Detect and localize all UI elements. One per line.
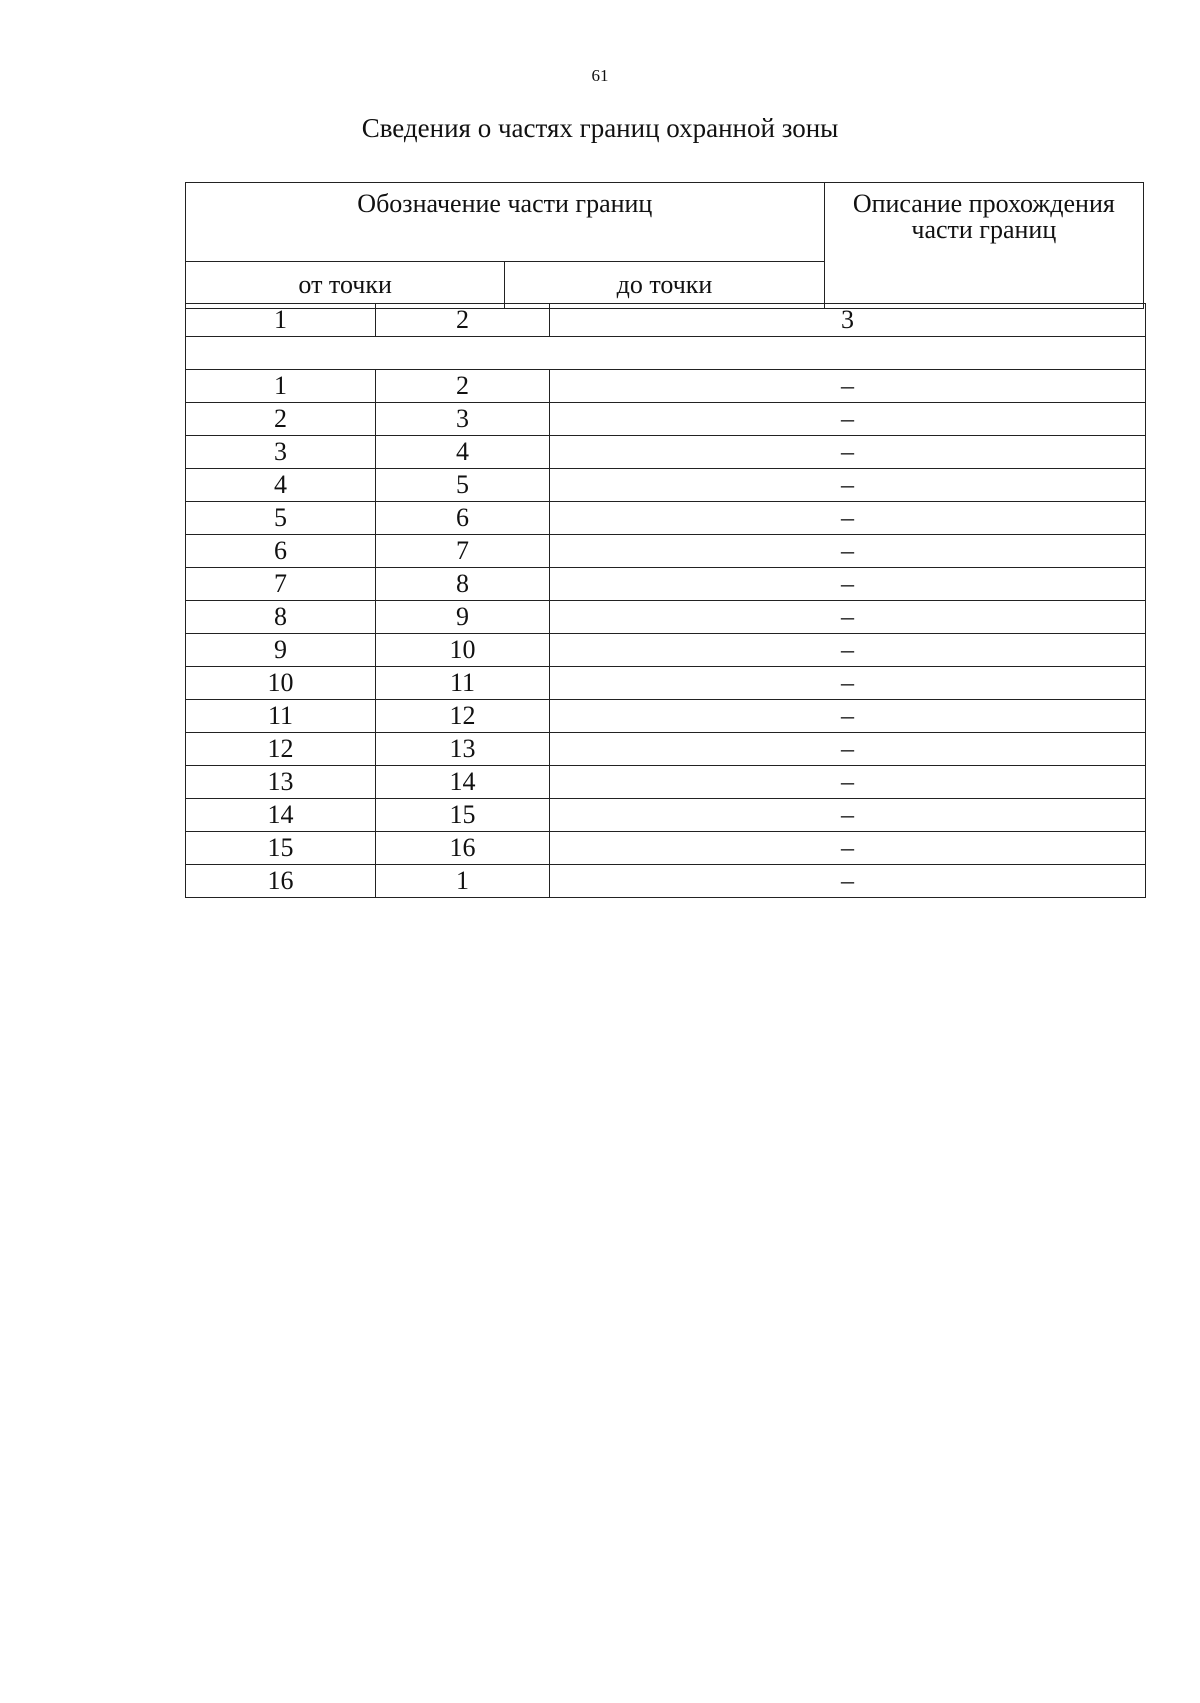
cell-description: – xyxy=(550,469,1146,502)
table-row xyxy=(186,865,1146,898)
table-row xyxy=(186,700,1146,733)
cell-to-point: 15 xyxy=(376,799,550,832)
cell-to-point: 7 xyxy=(376,535,550,568)
cell-from-point: 7 xyxy=(186,568,376,601)
cell-description: – xyxy=(550,832,1146,865)
cell-to-point: 6 xyxy=(376,502,550,535)
cell-description: – xyxy=(550,370,1146,403)
cell-description: – xyxy=(550,766,1146,799)
cell-from-point: 11 xyxy=(186,700,376,733)
cell-to-point: 13 xyxy=(376,733,550,766)
cell-to-point: 16 xyxy=(376,832,550,865)
column-number-2: 2 xyxy=(376,304,550,337)
cell-to-point: 3 xyxy=(376,403,550,436)
header-description: Описание прохождения части границ xyxy=(824,183,1143,309)
column-number-3: 3 xyxy=(550,304,1146,337)
cell-from-point: 10 xyxy=(186,667,376,700)
table-row xyxy=(186,436,1146,469)
table-row xyxy=(186,799,1146,832)
cell-description: – xyxy=(550,865,1146,898)
cell-from-point: 14 xyxy=(186,799,376,832)
header-to-point: до точки xyxy=(505,262,824,309)
cell-to-point: 14 xyxy=(376,766,550,799)
table-row xyxy=(186,502,1146,535)
table-row xyxy=(186,535,1146,568)
table-row xyxy=(186,370,1146,403)
cell-from-point: 4 xyxy=(186,469,376,502)
table-header xyxy=(185,182,1144,309)
page-number: 61 xyxy=(591,66,609,85)
header-designation: Обозначение части границ xyxy=(186,183,825,262)
cell-to-point: 12 xyxy=(376,700,550,733)
cell-from-point: 3 xyxy=(186,436,376,469)
column-number-row xyxy=(186,304,1146,337)
header-from-point: от точки xyxy=(186,262,505,309)
boundary-table xyxy=(185,303,1146,898)
table-row xyxy=(186,403,1146,436)
cell-to-point: 5 xyxy=(376,469,550,502)
table-row xyxy=(186,469,1146,502)
table-row xyxy=(186,733,1146,766)
table-row xyxy=(186,667,1146,700)
cell-from-point: 15 xyxy=(186,832,376,865)
cell-to-point: 2 xyxy=(376,370,550,403)
cell-to-point: 9 xyxy=(376,601,550,634)
table-row xyxy=(186,634,1146,667)
cell-description: – xyxy=(550,799,1146,832)
section-label xyxy=(186,337,1146,370)
cell-description: – xyxy=(550,601,1146,634)
cell-from-point: 9 xyxy=(186,634,376,667)
cell-from-point: 5 xyxy=(186,502,376,535)
cell-to-point: 10 xyxy=(376,634,550,667)
cell-description: – xyxy=(550,568,1146,601)
cell-from-point: 12 xyxy=(186,733,376,766)
cell-description: – xyxy=(550,700,1146,733)
cell-description: – xyxy=(550,634,1146,667)
table-row xyxy=(186,568,1146,601)
document-title: Сведения о частях границ охранной зоны xyxy=(361,113,839,143)
cell-to-point: 4 xyxy=(376,436,550,469)
section-row xyxy=(186,337,1146,370)
cell-from-point: 6 xyxy=(186,535,376,568)
cell-to-point: 8 xyxy=(376,568,550,601)
cell-description: – xyxy=(550,535,1146,568)
table-row xyxy=(186,832,1146,865)
cell-from-point: 2 xyxy=(186,403,376,436)
cell-description: – xyxy=(550,733,1146,766)
cell-description: – xyxy=(550,436,1146,469)
cell-to-point: 11 xyxy=(376,667,550,700)
table-row xyxy=(186,766,1146,799)
cell-from-point: 13 xyxy=(186,766,376,799)
cell-description: – xyxy=(550,502,1146,535)
table-row xyxy=(186,601,1146,634)
cell-from-point: 8 xyxy=(186,601,376,634)
cell-to-point: 1 xyxy=(376,865,550,898)
cell-description: – xyxy=(550,403,1146,436)
cell-from-point: 1 xyxy=(186,370,376,403)
cell-description: – xyxy=(550,667,1146,700)
column-number-1: 1 xyxy=(186,304,376,337)
cell-from-point: 16 xyxy=(186,865,376,898)
